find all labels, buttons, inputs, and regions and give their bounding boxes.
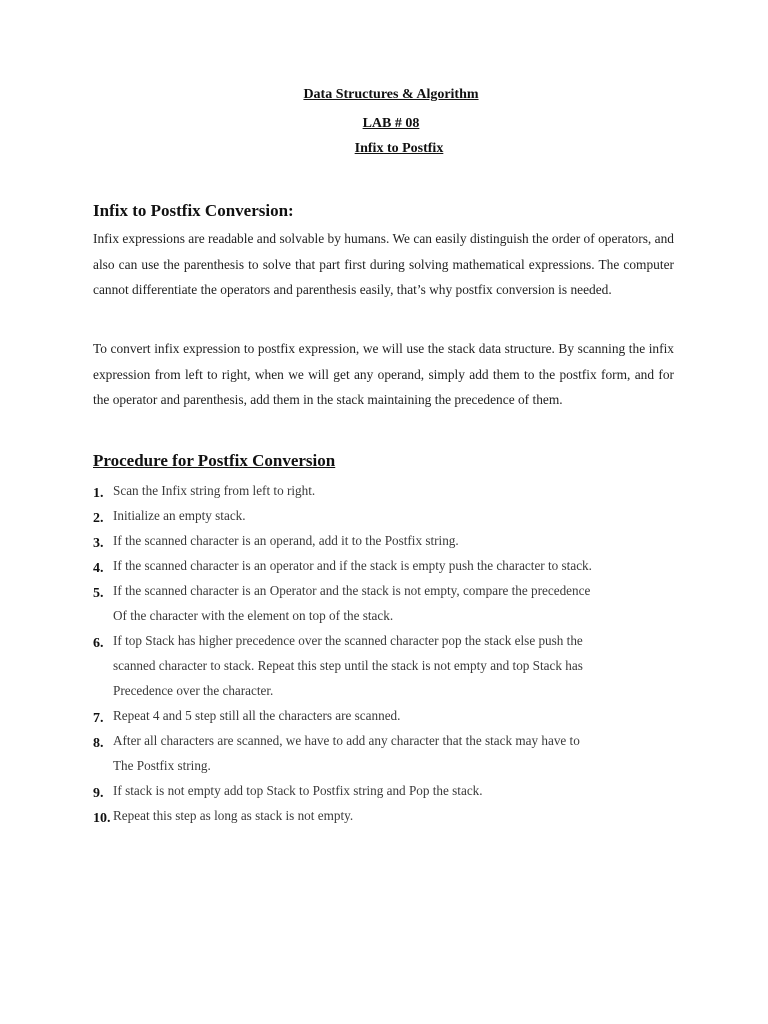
procedure-step bbox=[0, 503, 768, 528]
step-number: 1. bbox=[93, 486, 104, 501]
step-text bbox=[113, 778, 683, 803]
step-number: 5. bbox=[93, 586, 104, 601]
procedure-step bbox=[0, 553, 768, 578]
step-number: 6. bbox=[93, 636, 104, 651]
step-number: 2. bbox=[93, 511, 104, 526]
step-number: 7. bbox=[93, 711, 104, 726]
step-text bbox=[113, 478, 683, 503]
procedure-step bbox=[0, 703, 768, 728]
step-text-line: If the scanned character is an operand, add it to the Postfix string. bbox=[113, 533, 459, 548]
step-text-line: If the scanned character is an Operator and the stack is not empty, compare the precedence bbox=[113, 583, 591, 598]
step-text bbox=[113, 503, 683, 528]
procedure-step bbox=[0, 628, 768, 703]
procedure-heading: Procedure for Postfix Conversion bbox=[93, 451, 336, 470]
step-text-line: Scan the Infix string from left to right. bbox=[113, 483, 316, 498]
step-text-line: If top Stack has higher precedence over the scanned character pop the stack else push the bbox=[113, 633, 583, 648]
step-text-line: Of the character with the element on top of the stack. bbox=[113, 608, 394, 623]
step-text bbox=[113, 728, 683, 778]
step-text-line: Repeat this step as long as stack is not empty. bbox=[113, 808, 354, 823]
procedure-step bbox=[0, 578, 768, 628]
step-number: 8. bbox=[93, 736, 104, 751]
step-text-line: If the scanned character is an operator and if the stack is empty push the character to stack. bbox=[113, 558, 592, 573]
step-text bbox=[113, 803, 683, 828]
procedure-list bbox=[0, 478, 768, 828]
step-number: 3. bbox=[93, 536, 104, 551]
step-number: 9. bbox=[93, 786, 104, 801]
conversion-heading: Infix to Postfix Conversion: bbox=[93, 201, 294, 220]
method-paragraph: To convert infix expression to postfix expression, we will use the stack data structure. By scanning the infix expression from left to right, when we will get any operand, simply add them to the postfix form, and for the operator and parenthesis, add them in the stack maintaining the precedence of them. bbox=[93, 341, 674, 407]
step-text-line: Precedence over the character. bbox=[113, 683, 274, 698]
step-text bbox=[113, 553, 683, 578]
procedure-step bbox=[0, 528, 768, 553]
step-text bbox=[113, 703, 683, 728]
procedure-step bbox=[0, 778, 768, 803]
procedure-step bbox=[0, 803, 768, 828]
procedure-step bbox=[0, 478, 768, 503]
step-number: 10. bbox=[93, 811, 111, 826]
step-text-line: If stack is not empty add top Stack to Postfix string and Pop the stack. bbox=[113, 783, 483, 798]
step-text bbox=[113, 578, 683, 628]
step-text bbox=[113, 528, 683, 553]
intro-paragraph: Infix expressions are readable and solvable by humans. We can easily distinguish the order of operators, and also can use the parenthesis to solve that part first during solving mathematical expressions. The computer cannot differentiate the operators and parenthesis easily, that’s why postfix conversion is needed. bbox=[93, 231, 674, 297]
lab-topic: Infix to Postfix bbox=[354, 141, 444, 156]
document-title: Data Structures & Algorithm bbox=[303, 87, 479, 102]
step-text-line: scanned character to stack. Repeat this step until the stack is not empty and top Stack has bbox=[113, 658, 583, 673]
step-text-line: After all characters are scanned, we have to add any character that the stack may have to bbox=[113, 733, 580, 748]
procedure-step bbox=[0, 728, 768, 778]
step-text-line: Initialize an empty stack. bbox=[113, 508, 246, 523]
step-text-line: The Postfix string. bbox=[113, 758, 211, 773]
lab-number: LAB # 08 bbox=[362, 116, 420, 131]
step-number: 4. bbox=[93, 561, 104, 576]
step-text-line: Repeat 4 and 5 step still all the characters are scanned. bbox=[113, 708, 401, 723]
step-text bbox=[113, 628, 683, 703]
